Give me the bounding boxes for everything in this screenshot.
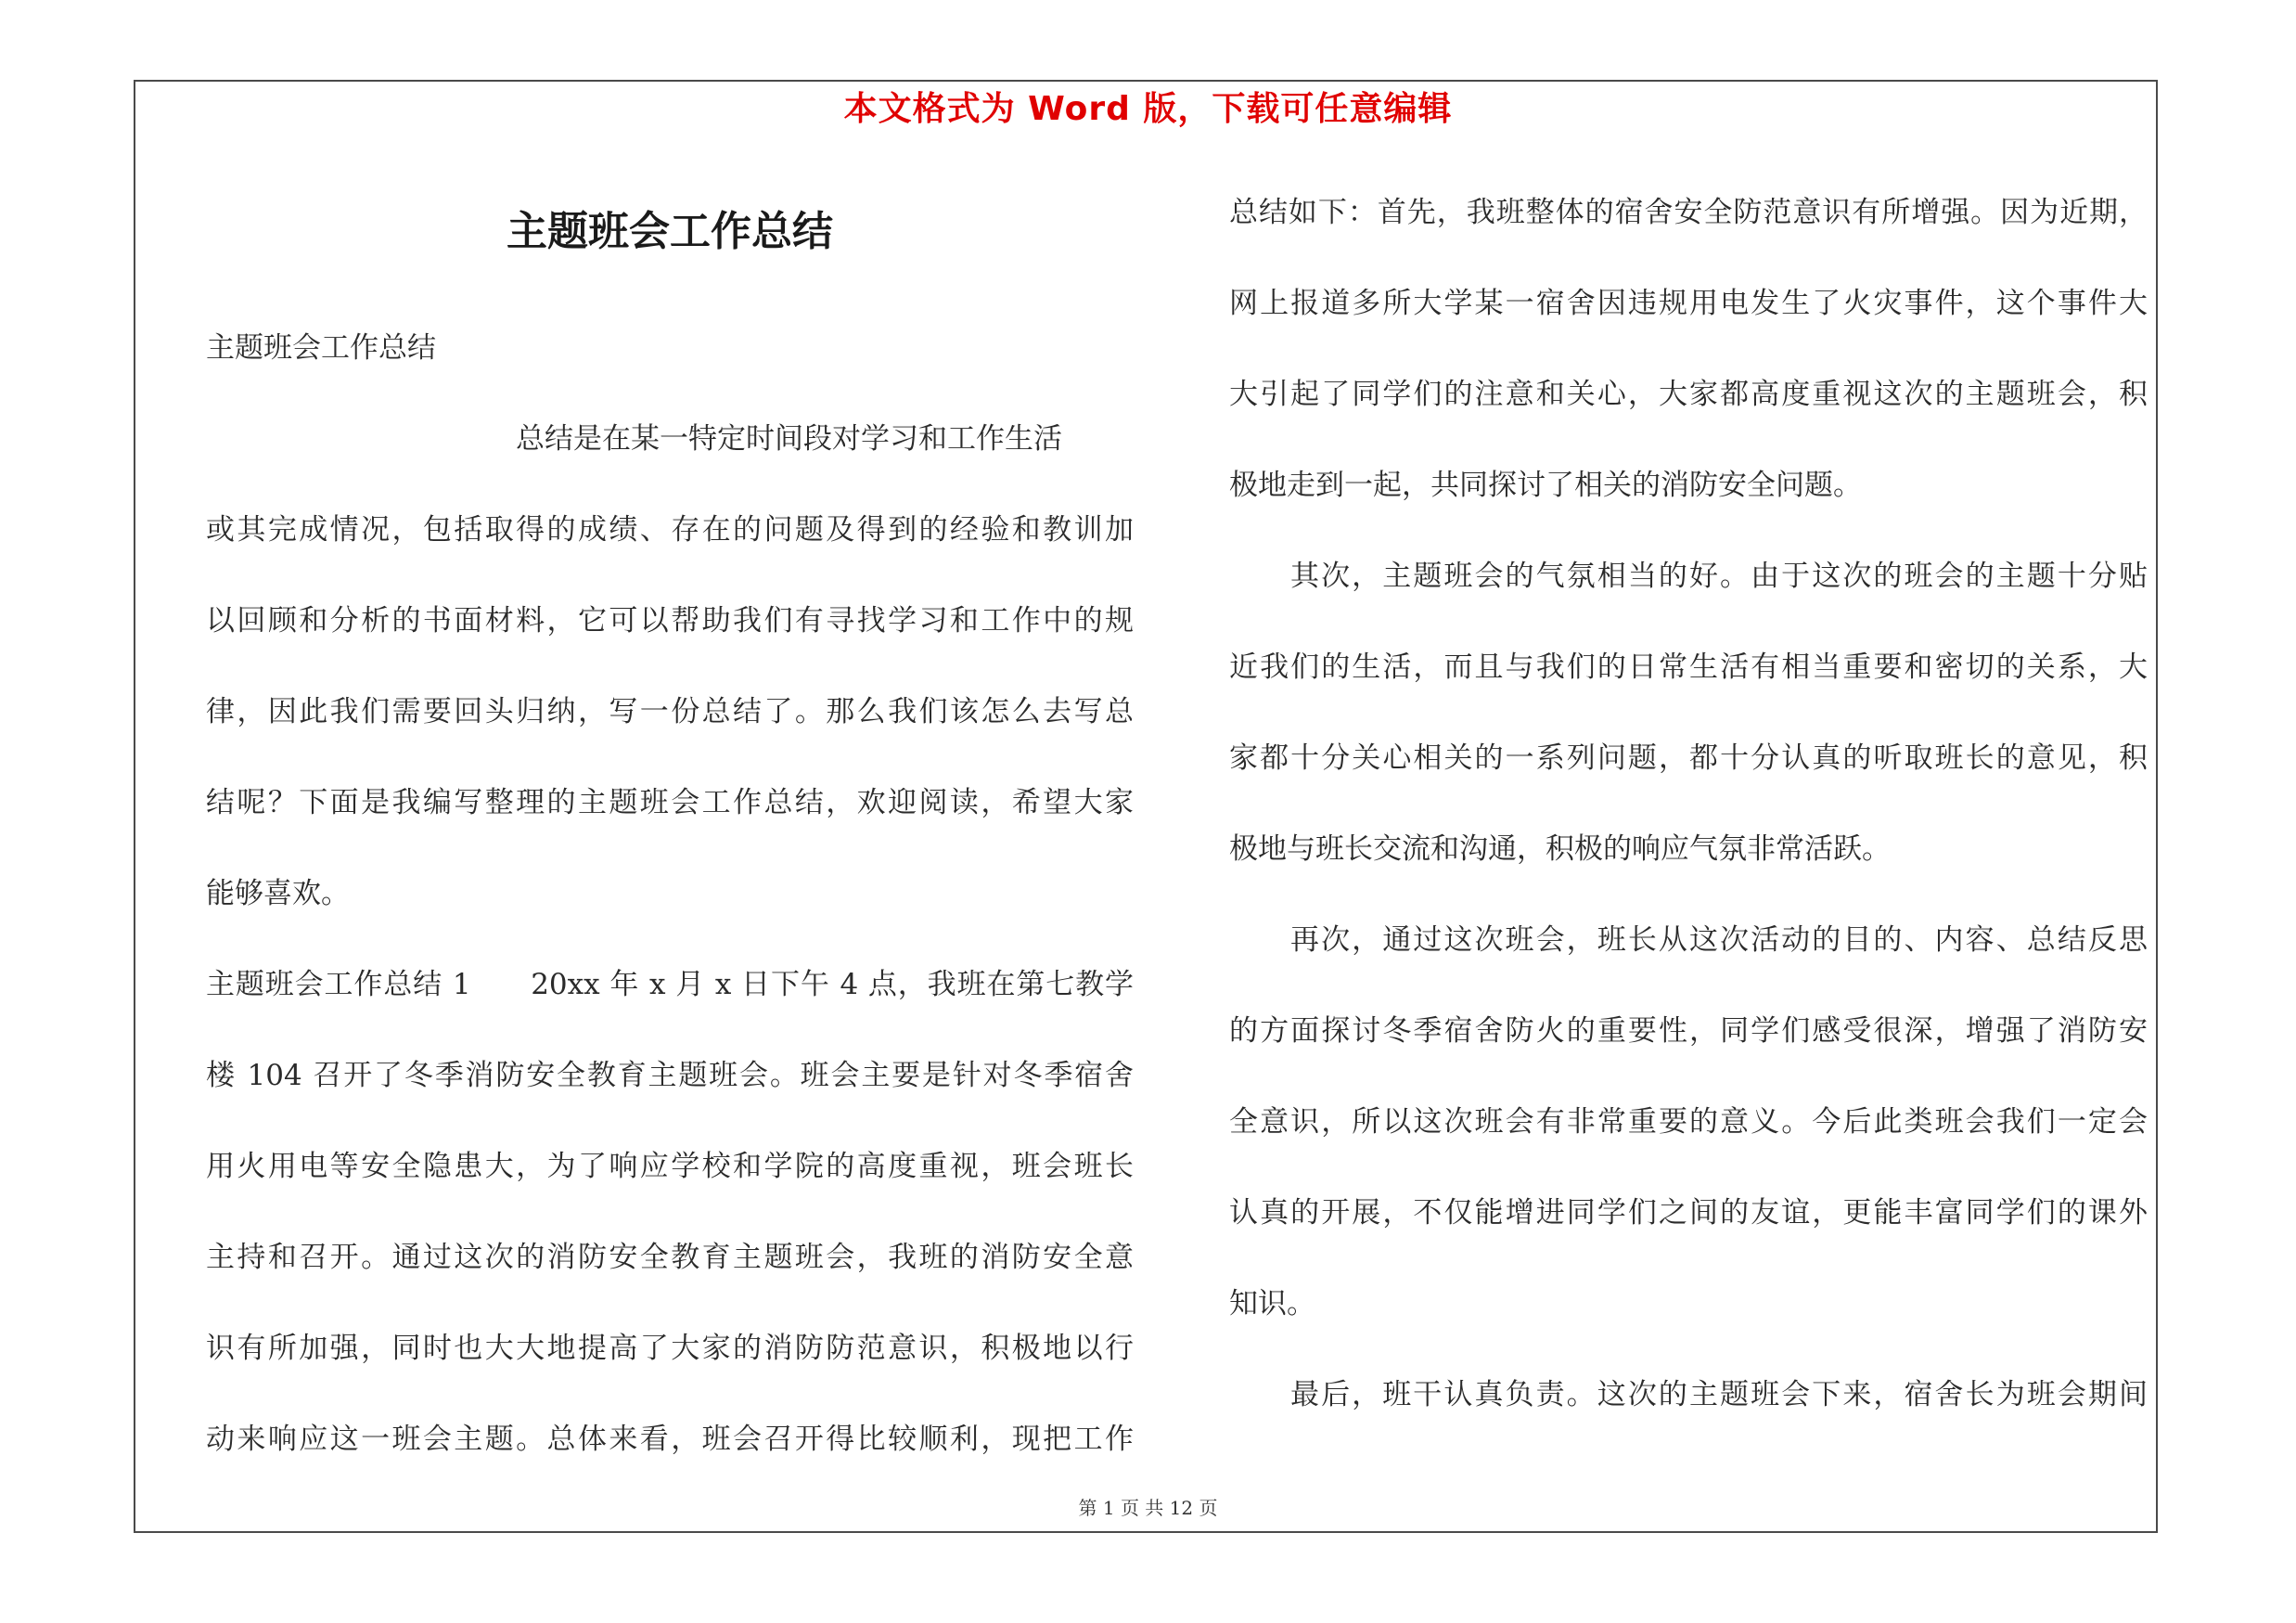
text-line: 其次，主题班会的气氛相当的好。由于这次的班会的主题十分贴 (1290, 560, 2148, 593)
text-line: 极地走到一起，共同探讨了相关的消防安全问题。 (1229, 469, 1862, 502)
text-line: 家都十分关心相关的一系列问题，都十分认真的听取班长的意见，积 (1229, 741, 2148, 775)
text-line: 或其完成情况，包括取得的成绩、存在的问题及得到的经验和教训加 (206, 513, 1134, 547)
text-line: 最后，班干认真负责。这次的主题班会下来，宿舍长为班会期间 (1290, 1378, 2148, 1411)
text-line: 认真的开展，不仅能增进同学们之间的友谊，更能丰富同学们的课外 (1229, 1196, 2148, 1230)
text-line: 大引起了同学们的注意和关心，大家都高度重视这次的主题班会，积 (1229, 378, 2148, 411)
text-line: 主持和召开。通过这次的消防安全教育主题班会，我班的消防安全意 (206, 1241, 1134, 1274)
text-line: 结呢？下面是我编写整理的主题班会工作总结，欢迎阅读，希望大家 (206, 786, 1134, 819)
text-line: 能够喜欢。 (206, 877, 350, 910)
right-text-column (1229, 167, 2148, 1440)
text-line: 主题班会工作总结 1 20xx 年 x 月 x 日下午 4 点，我班在第七教学 (206, 968, 1134, 1001)
text-line: 近我们的生活，而且与我们的日常生活有相当重要和密切的关系，大 (1229, 650, 2148, 684)
text-line: 知识。 (1229, 1287, 1315, 1320)
text-line: 楼 104 召开了冬季消防安全教育主题班会。班会主要是针对冬季宿舍 (206, 1059, 1134, 1092)
text-line: 极地与班长交流和沟通，积极的响应气氛非常活跃。 (1229, 832, 1891, 866)
text-line: 总结是在某一特定时间段对学习和工作生活 (516, 422, 1062, 456)
page-number-footer: 第 1 页 共 12 页 (1078, 1497, 1218, 1519)
text-line: 主题班会工作总结 (206, 331, 436, 365)
document-title: 主题班会工作总结 (507, 208, 833, 255)
text-line: 全意识，所以这次班会有非常重要的意义。今后此类班会我们一定会 (1229, 1105, 2148, 1139)
left-text-column (206, 303, 1134, 1485)
text-line: 总结如下：首先，我班整体的宿舍安全防范意识有所增强。因为近期， (1229, 196, 2148, 229)
text-line: 动来响应这一班会主题。总体来看，班会召开得比较顺利，现把工作 (206, 1423, 1134, 1456)
text-line: 再次，通过这次班会，班长从这次活动的目的、内容、总结反思 (1290, 923, 2148, 957)
text-line: 以回顾和分析的书面材料，它可以帮助我们有寻找学习和工作中的规 (206, 604, 1134, 638)
text-line: 的方面探讨冬季宿舍防火的重要性，同学们感受很深，增强了消防安 (1229, 1014, 2148, 1048)
text-line: 识有所加强，同时也大大地提高了大家的消防防范意识，积极地以行 (206, 1332, 1134, 1365)
text-line: 律，因此我们需要回头归纳，写一份总结了。那么我们该怎么去写总 (206, 695, 1134, 728)
text-line: 用火用电等安全隐患大，为了响应学校和学院的高度重视，班会班长 (206, 1150, 1134, 1183)
format-notice-banner: 本文格式为 Word 版，下载可任意编辑 (843, 90, 1453, 128)
text-line: 网上报道多所大学某一宿舍因违规用电发生了火灾事件，这个事件大 (1229, 287, 2148, 320)
